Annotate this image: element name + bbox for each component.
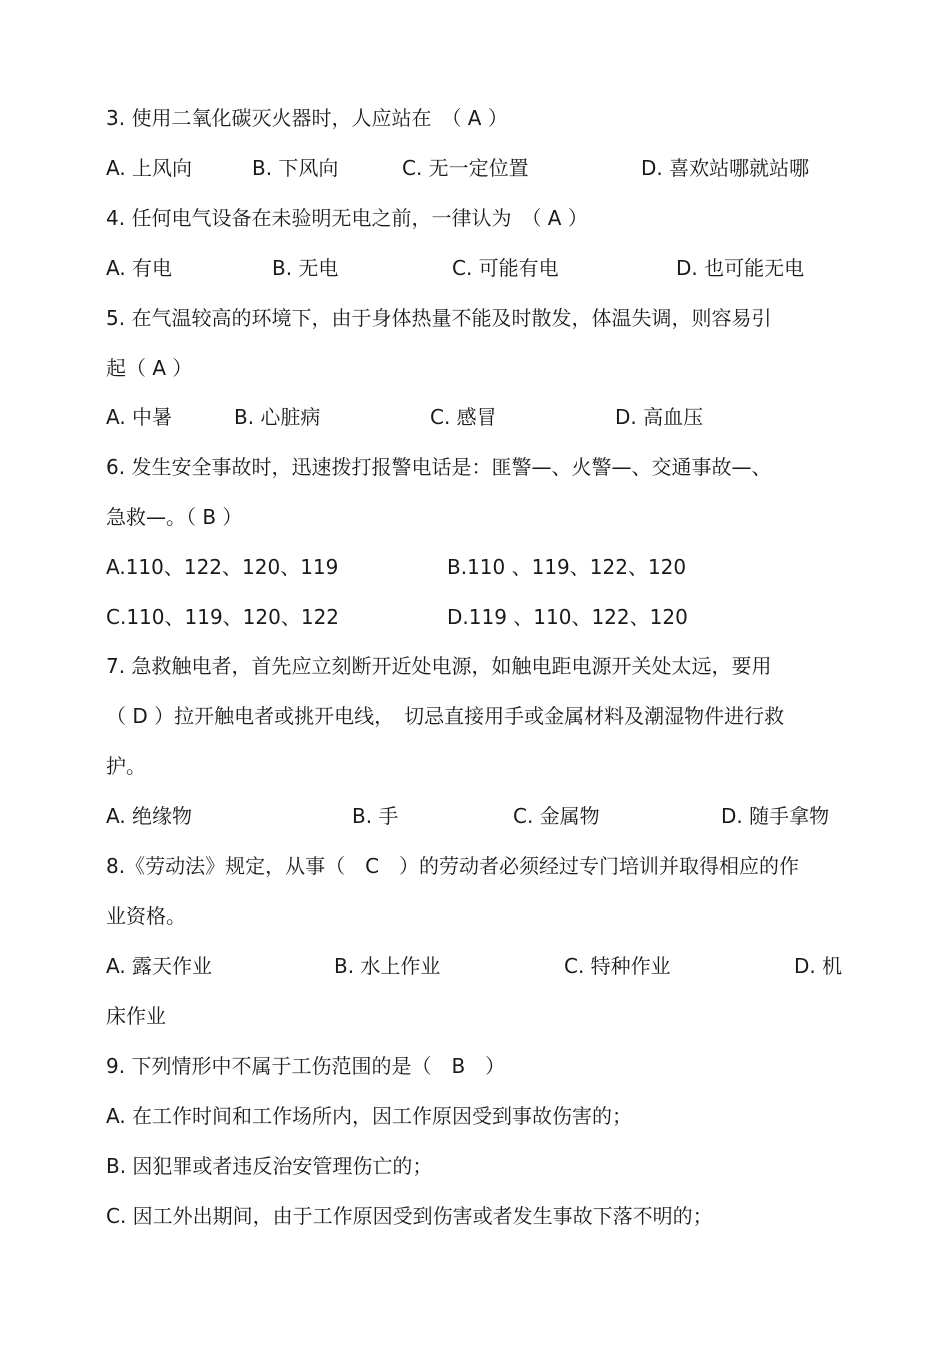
q4-option-c: C. 可能有电 <box>452 256 559 280</box>
question-7-line-2: （ D ）拉开触电者或挑开电线， 切忌直接用手或金属材料及潮湿物件进行救 <box>106 704 785 728</box>
question-8-line-2: 业资格。 <box>106 904 186 928</box>
question-6-line-1: 6. 发生安全事故时，迅速拨打报警电话是：匪警—、火警—、交通事故—、 <box>106 455 772 479</box>
q5-option-a: A. 中暑 <box>106 405 173 429</box>
question-4: 4. 任何电气设备在未验明无电之前，一律认为 （ A ） <box>106 206 588 230</box>
question-6-line-2: 急救—。（ B ） <box>106 505 243 529</box>
q7-option-b: B. 手 <box>352 804 399 828</box>
q9-option-a: A. 在工作时间和工作场所内，因工作原因受到事故伤害的； <box>106 1104 633 1128</box>
q9-option-c: C. 因工外出期间，由于工作原因受到伤害或者发生事故下落不明的； <box>106 1204 713 1228</box>
q3-option-a: A. 上风向 <box>106 156 193 180</box>
question-3: 3. 使用二氧化碳灭火器时，人应站在 （ A ） <box>106 106 508 130</box>
q7-option-c: C. 金属物 <box>513 804 600 828</box>
q5-option-c: C. 感冒 <box>430 405 497 429</box>
q6-option-a: A.110、122、120、119 <box>106 555 339 579</box>
q8-option-c: C. 特种作业 <box>564 954 671 978</box>
q4-option-a: A. 有电 <box>106 256 173 280</box>
question-5-line-2: 起（ A ） <box>106 356 193 380</box>
question-8-line-1: 8.《劳动法》规定，从事（ C ）的劳动者必须经过专门培训并取得相应的作 <box>106 854 800 878</box>
q7-option-a: A. 绝缘物 <box>106 804 193 828</box>
question-5-line-1: 5. 在气温较高的环境下，由于身体热量不能及时散发，体温失调，则容易引 <box>106 306 772 330</box>
q4-option-b: B. 无电 <box>272 256 339 280</box>
question-7-line-1: 7. 急救触电者，首先应立刻断开近处电源，如触电距电源开关处太远，要用 <box>106 654 772 678</box>
q3-option-d: D. 喜欢站哪就站哪 <box>641 156 810 180</box>
q7-option-d: D. 随手拿物 <box>721 804 830 828</box>
q3-option-c: C. 无一定位置 <box>402 156 529 180</box>
q8-option-b: B. 水上作业 <box>334 954 441 978</box>
q9-option-b: B. 因犯罪或者违反治安管理伤亡的； <box>106 1154 433 1178</box>
q6-option-c: C.110、119、120、122 <box>106 605 340 629</box>
q3-option-b: B. 下风向 <box>252 156 339 180</box>
q6-option-d: D.119 、110、122、120 <box>447 605 688 629</box>
q8-option-a: A. 露天作业 <box>106 954 213 978</box>
question-7-line-3: 护。 <box>106 754 146 778</box>
q5-option-d: D. 高血压 <box>615 405 704 429</box>
q5-option-b: B. 心脏病 <box>234 405 321 429</box>
q8-option-d-continued: 床作业 <box>106 1004 166 1028</box>
q6-option-b: B.110 、119、122、120 <box>447 555 687 579</box>
question-9: 9. 下列情形中不属于工伤范围的是（ B ） <box>106 1054 506 1078</box>
q8-option-d: D. 机 <box>794 954 843 978</box>
q4-option-d: D. 也可能无电 <box>676 256 805 280</box>
